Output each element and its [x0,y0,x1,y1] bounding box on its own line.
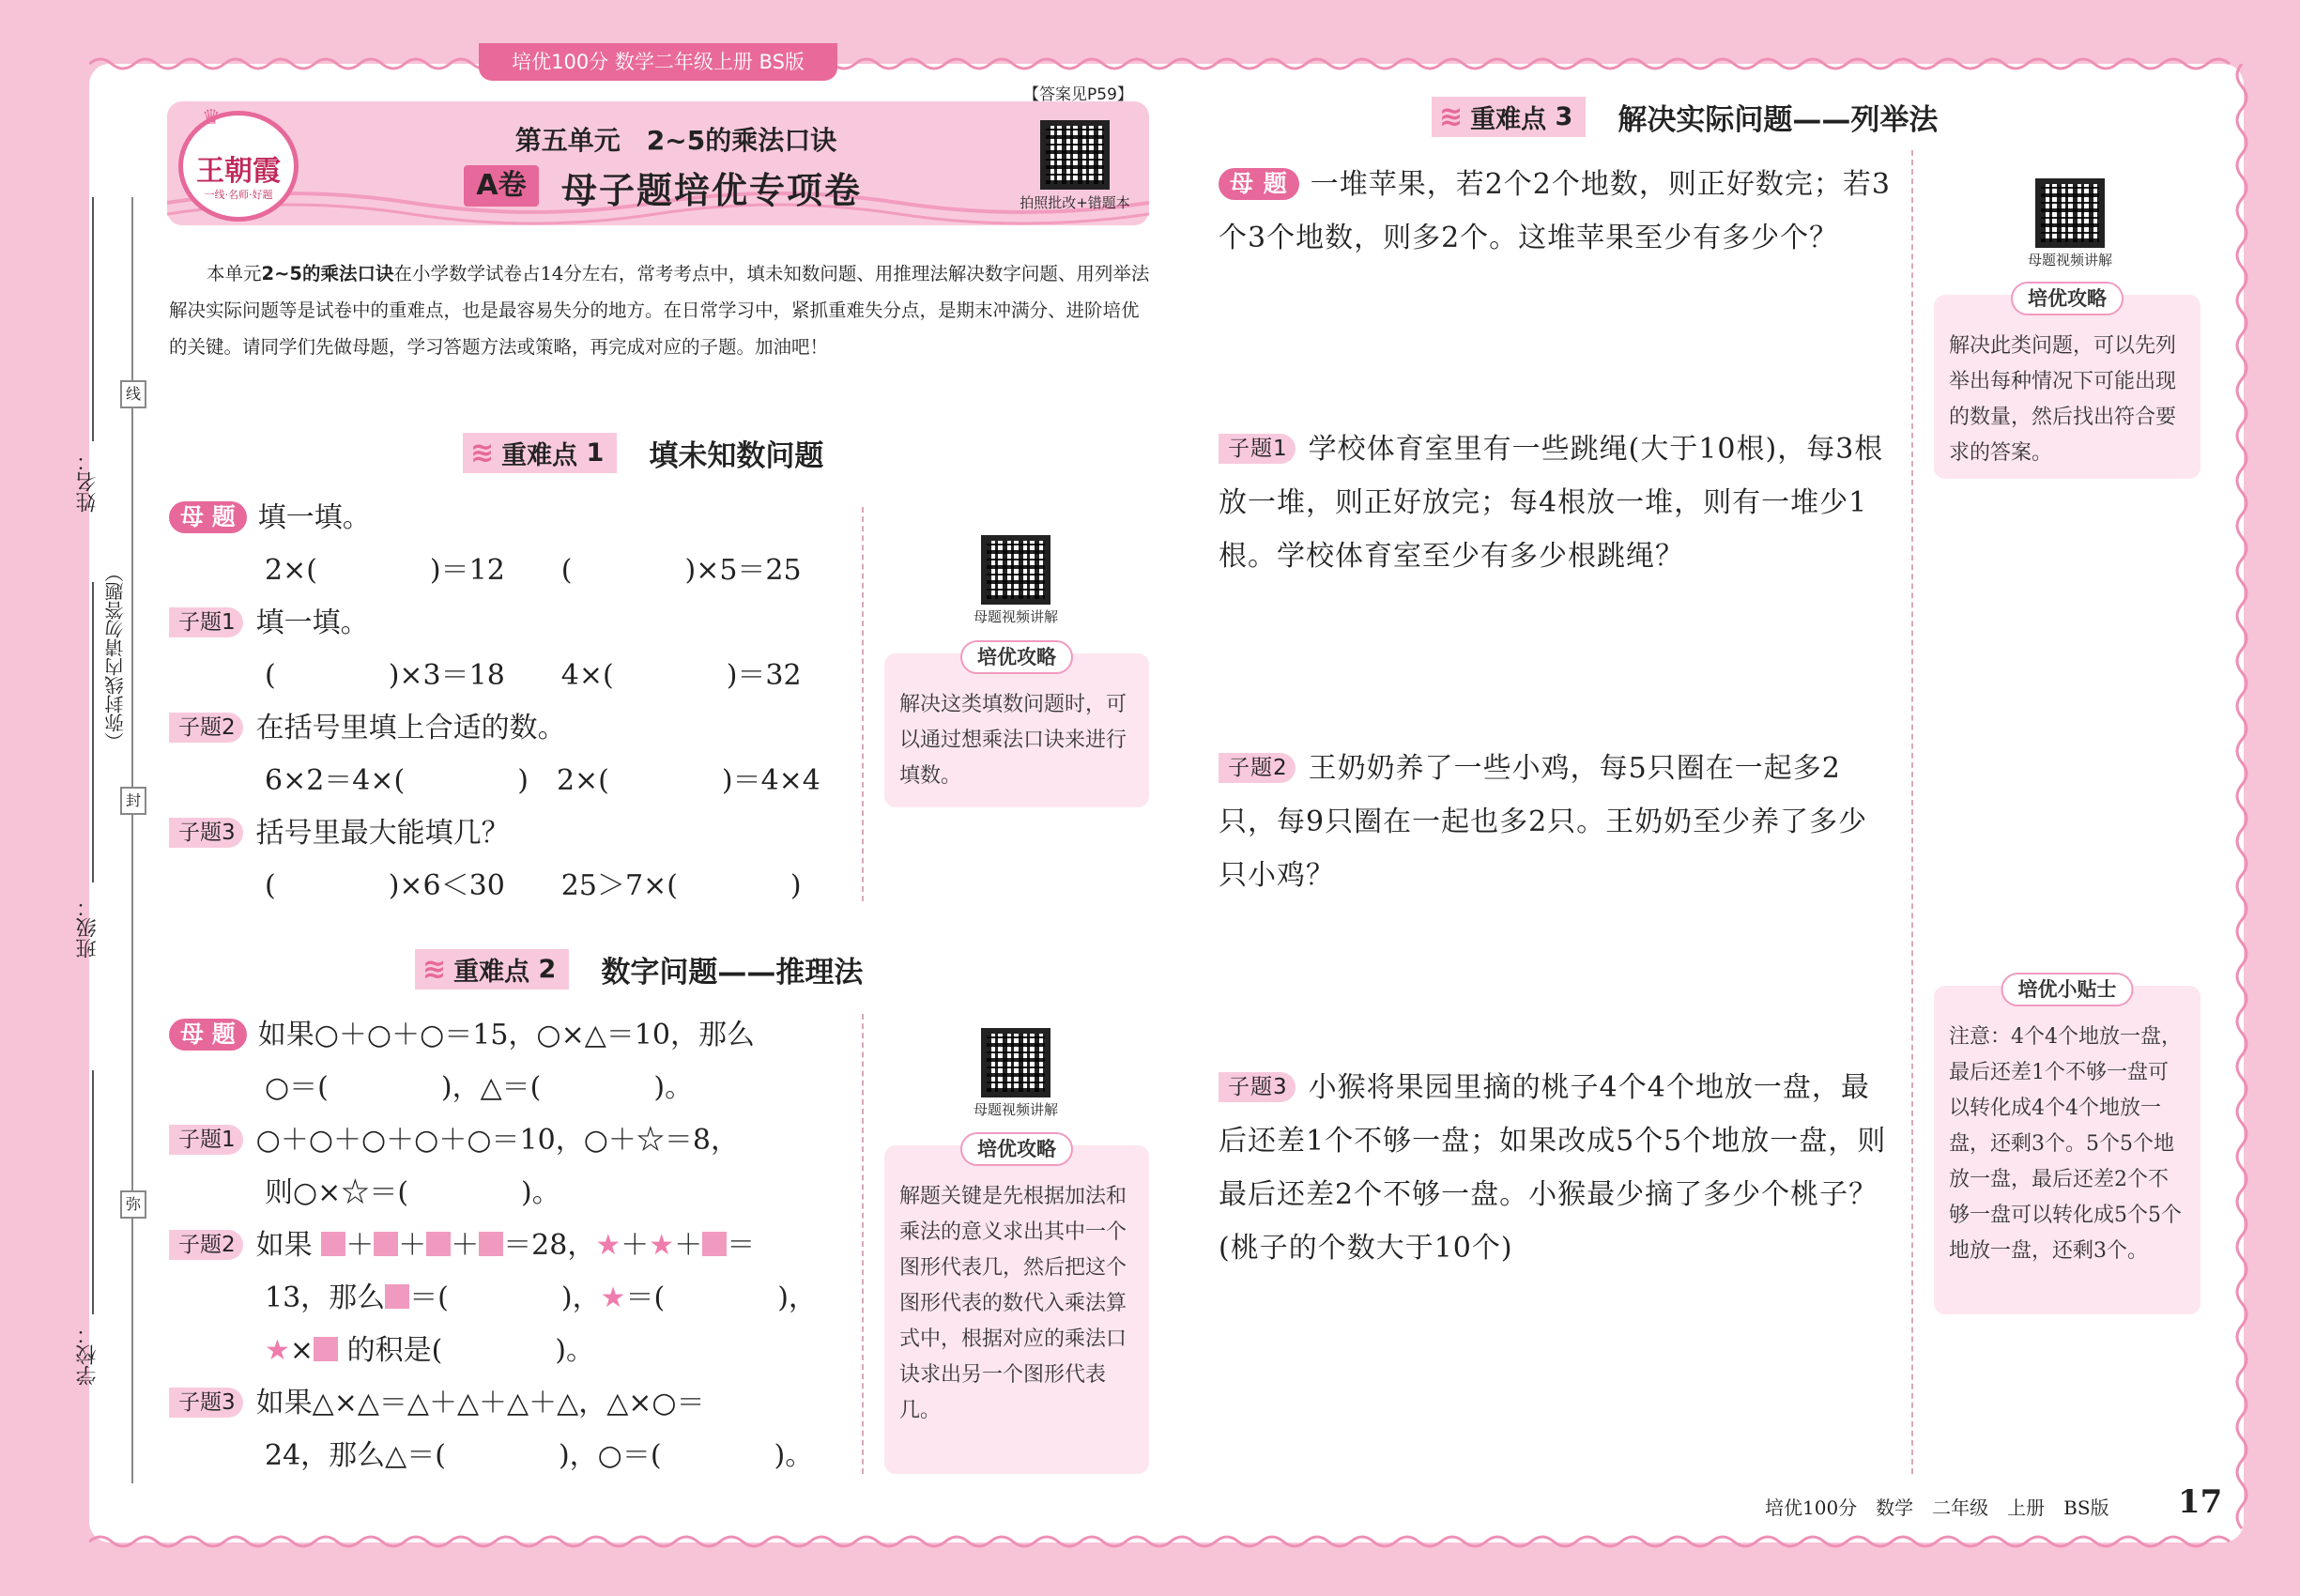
footer-book-info: 培优100分 数学 二年级 上册 BS版 [1765,1496,2109,1519]
sub-question-badge: 子题3 [169,1388,243,1418]
tip-title: 培优小贴士 [2001,973,2134,1006]
mother-question-blanks[interactable]: 2×( )＝12 ( )×5＝25 [265,554,802,587]
school-label: 学校： [76,1324,100,1386]
sub-question-text: 填一填。 [255,606,369,639]
sub-question-2-line3[interactable]: ★× 的积是( )。 [265,1334,595,1367]
question-text: 如果△×△＝△＋△＋△＋△，△×○＝ [255,1387,705,1420]
sub-question-badge: 子题1 [169,1125,243,1155]
sub-question-badge: 子题3 [1219,1072,1296,1102]
name-field-line[interactable] [92,197,94,441]
sub-question-3-1: 子题1 学校体育室里有一些跳绳(大于10根)，每3根放一堆，则正好放完；每4根放一堆，则有一堆少1根。学校体育室至少有多少根跳绳？ [1219,433,1884,573]
pink-square-icon [374,1232,398,1256]
sub-question-badge: 子题3 [169,818,243,848]
section2-questions [169,1009,854,1482]
qr-code-icon[interactable] [981,535,1050,605]
sub-question-badge: 子题2 [169,1230,243,1260]
divider [862,507,864,901]
pink-star-icon: ★ [595,1229,621,1262]
section3-heading: ≋ 重难点 3 解决实际问题——列举法 [1432,96,1938,138]
mother-question-text: 填一填。 [257,501,371,534]
pink-star-icon: ★ [265,1334,290,1367]
section2-heading: ≋ 重难点 2 数字问题——推理法 [415,948,863,990]
tip-text: 解决此类问题，可以先列举出每种情况下可能出现的数量，然后找出符合要求的答案。 [1949,334,2177,465]
qr-code-icon[interactable] [2035,178,2105,248]
question-blanks[interactable]: 24，那么△＝( )，○＝( )。 [265,1439,814,1472]
wave-icon: ≋ [470,437,495,469]
sub-question-2-line2[interactable]: 13，那么 ＝( )，★＝( )， [265,1281,817,1314]
intro-paragraph: 本单元2~5的乘法口诀在小学数学试卷占14分左右，常考考点中，填未知数问题、用推理法解决数字问题、用列举法解决实际问题等是试卷中的重难点，也是最容易失分的地方。在日常学习中，紧抓重难失分点，是期末冲满分、进阶培优的关键。请同学们先做母题，学习答题方法或策略，再完成对应的子题。加油吧！ [169,263,1150,358]
paper-type-tag: A卷 [464,165,539,207]
wave-icon: ≋ [422,953,447,986]
sub-question-badge: 子题1 [1219,434,1296,464]
tip-box-reminder [1934,978,2200,1314]
mother-question-badge: 母 题 [169,1019,247,1051]
seal-mark-line: 线 [120,380,146,408]
tip-box [884,646,1149,807]
divider [862,1014,864,1474]
tip-box [884,1138,1149,1474]
sub-question-badge: 子题2 [1219,753,1296,783]
seal-notice: （弥封线内请勿答题） [104,563,127,751]
tip-text: 注意：4个4个地放一盘，最后还差1个不够一盘可以转化成4个4个地放一盘，还剩3个。5个5个地放一盘，最后还差2个不够一盘可以转化成5个5个地放一盘，还剩3个。 [1949,1025,2182,1263]
sub-question-blanks[interactable]: ( )×6＜30 25＞7×( ) [265,869,802,902]
section1-heading: ≋ 重难点 1 填未知数问题 [463,432,823,474]
book-tab: 培优100分 数学二年级上册 BS版 [479,43,837,81]
crown-icon: ♛ [202,106,221,130]
sub-question-2-line1: 子题2 如果 ＋ ＋ ＋ ＝28，★＋★＋ ＝ [169,1220,854,1272]
section1-questions [169,492,845,913]
unit-title: 第五单元 2~5的乘法口诀 [514,125,837,156]
sub-question-badge: 子题2 [169,713,243,743]
page-title: 母子题培优专项卷 [561,170,863,211]
qr-code-icon[interactable] [1040,120,1110,190]
sub-question-blanks[interactable]: 6×2＝4×( ) 2×( )＝4×4 [265,764,820,797]
sub-question-3-3: 子题3 小猴将果园里摘的桃子4个4个地放一盘，最后还差1个不够一盘；如果改成5个5个地放一盘，则最后还差2个不够一盘。小猴最少摘了多少个桃子？(桃子的个数大于10个) [1219,1071,1887,1265]
qr-caption: 母题视频讲解 [2027,252,2112,269]
qr-caption: 母题视频讲解 [973,608,1058,625]
mother-question-badge: 母 题 [169,501,247,533]
mother-question-badge: 母 题 [1219,168,1299,200]
tip-text: 解决这类填数问题时，可以通过想乘法口诀来进行填数。 [899,693,1127,788]
sub-question-blanks[interactable]: ( )×3＝18 4×( )＝32 [265,659,802,692]
class-label: 班级： [76,897,100,959]
wave-icon: ≋ [1439,100,1464,133]
question-text: 如果○＋○＋○＝15，○×△＝10，那么 [257,1019,755,1051]
pink-square-icon [479,1232,503,1256]
qr-code-icon[interactable] [981,1028,1050,1097]
tip-box [1934,287,2200,479]
pink-square-icon [702,1232,727,1256]
question-blanks[interactable]: 则○×☆＝( )。 [265,1176,560,1209]
seal-mark-seal: 封 [120,787,146,815]
sub-question-text: 括号里最大能填几？ [255,817,510,850]
pink-square-icon [314,1337,338,1361]
tip-title: 培优攻略 [960,640,1073,674]
brand-logo: ♛ 王朝霞 一线·名师·好题 [178,111,299,222]
school-field-line[interactable] [92,1070,94,1314]
sub-question-3-2: 子题2 王奶奶养了一些小鸡，每5只圈在一起多2只，每9只圈在一起也多2只。王奶奶至少养了多少只小鸡？ [1219,752,1868,892]
qr-caption: 拍照批改+错题本 [1020,194,1130,211]
seal-mark-mi: 弥 [120,1190,146,1219]
answer-reference: 【答案见P59】 [1023,85,1133,104]
page-number: 17 [2178,1483,2223,1521]
sub-question-badge: 子题1 [169,607,243,637]
pink-square-icon [426,1232,451,1256]
pink-square-icon [385,1284,409,1309]
tip-title: 培优攻略 [960,1132,1073,1166]
pink-square-icon [321,1232,345,1256]
question-text: ○＋○＋○＋○＋○＝10，○＋☆＝8， [255,1124,739,1157]
tip-title: 培优攻略 [2011,282,2124,315]
sub-question-text: 在括号里填上合适的数。 [255,712,566,744]
mother-question-3: 母 题 一堆苹果，若2个2个地数，则正好数完；若3个3个地数，则多2个。这堆苹果至少有多少个？ [1219,168,1891,254]
divider [1911,150,1913,1474]
class-field-line[interactable] [92,582,94,882]
pink-star-icon: ★ [649,1229,675,1262]
question-blanks[interactable]: ○＝( )，△＝( )。 [265,1071,694,1104]
name-label: 姓名： [76,451,100,513]
qr-caption: 母题视频讲解 [973,1101,1058,1118]
pink-star-icon: ★ [600,1281,626,1314]
tip-text: 解题关键是先根据加法和乘法的意义求出其中一个图形代表几，然后把这个图形代表的数代入乘法算式中，根据对应的乘法口诀求出另一个图形代表几。 [899,1185,1127,1422]
